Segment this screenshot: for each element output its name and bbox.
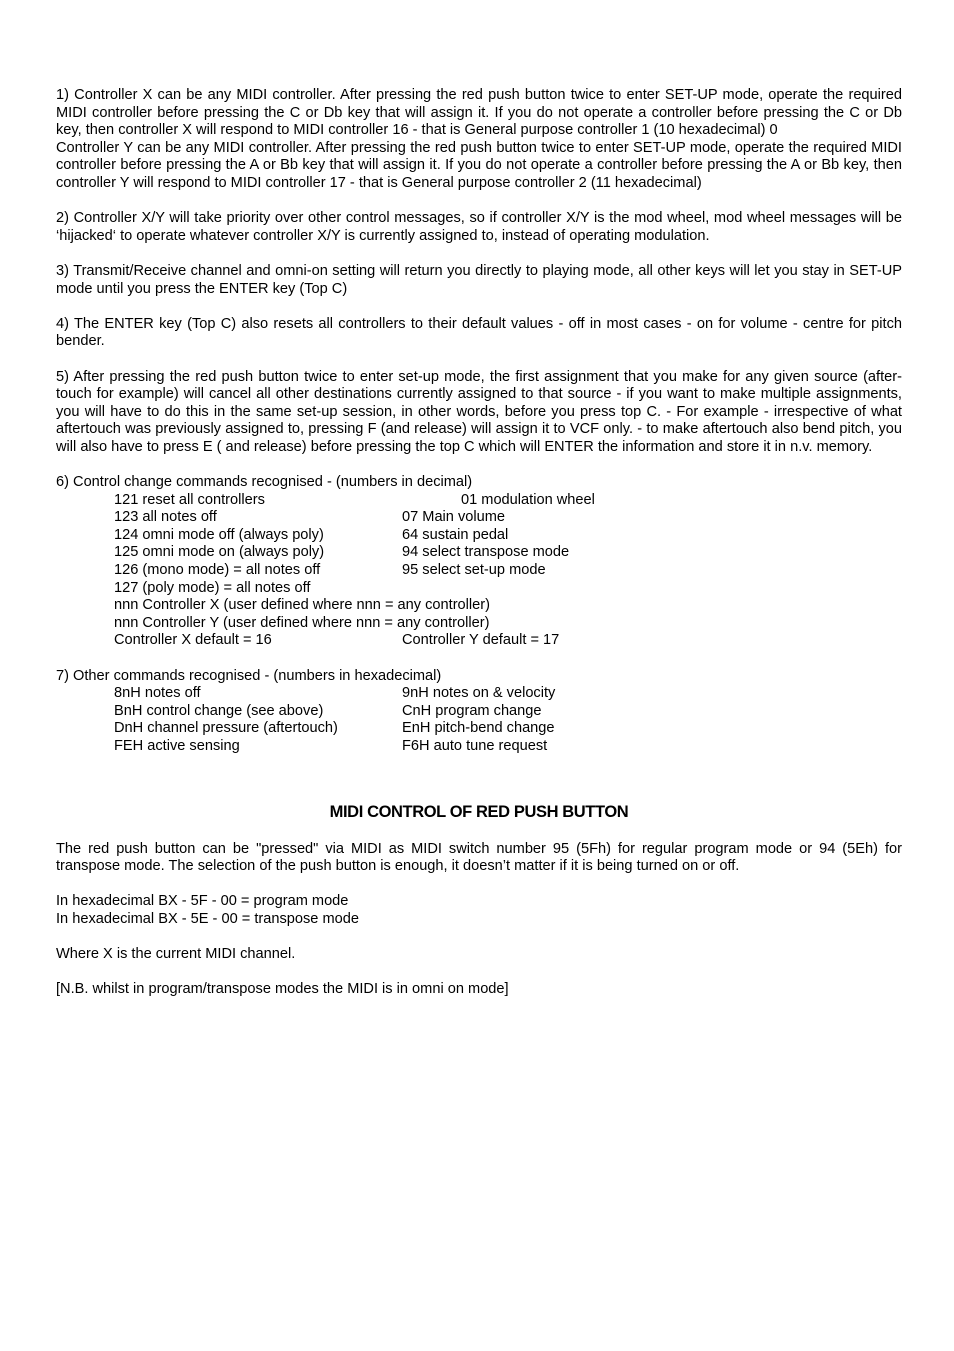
command-right: 64 sustain pedal: [402, 526, 509, 543]
command-right: 9nH notes on & velocity: [402, 685, 556, 702]
document-page: [56, 87, 902, 999]
command-left: DnH channel pressure (aftertouch): [114, 720, 338, 737]
note-1-controller-y: Controller Y can be any MIDI controller. After pressing the red push button twice to enter SET-UP mode, operate the required MIDI controller before pressing the A or Bb key that will assign it. If you do not operate a controller before pressing the A or Bb key, then controller Y will respond to MIDI controller 17 - that is General purpose controller 2 (11 hexadecimal): [56, 139, 902, 191]
control-change-list: [56, 492, 902, 650]
command-right: F6H auto tune request: [402, 737, 548, 754]
command-right: 01 modulation wheel: [461, 491, 595, 508]
command-left: 121 reset all controllers: [114, 491, 265, 508]
other-commands-heading: 7) Other commands recognised - (numbers in hexadecimal): [56, 667, 442, 684]
command-left: 126 (mono mode) = all notes off: [114, 562, 321, 579]
command-left: 125 omni mode on (always poly): [114, 544, 325, 561]
command-left: Controller X default = 16: [114, 632, 272, 649]
section-title: MIDI CONTROL OF RED PUSH BUTTON: [329, 802, 629, 821]
list-item: [56, 685, 902, 703]
command-left: BnH control change (see above): [114, 702, 324, 719]
where-x-note: Where X is the current MIDI channel.: [56, 946, 296, 963]
list-item: [56, 632, 902, 650]
list-item: [56, 509, 902, 527]
list-item: [56, 720, 902, 738]
list-item: [56, 703, 902, 721]
note-5-assignment: 5) After pressing the red push button twice to enter set-up mode, the first assignment that you make for any given source (after-touch for example) will cancel all other destinations currently assigned to that source - if you want to make multiple assignments, you will have to do this in the same set-up session, in other words, before you press top C. - For example - irrespective of what aftertouch was previously assigned to, pressing F (and release) will assign it to VCF only. - to make aftertouch also bend pitch, you will also have to press E ( and release) before pressing the top C which will ENTER the information and store it in n.v. memory.: [56, 368, 902, 455]
list-item: [56, 615, 902, 633]
list-item: [56, 738, 902, 756]
other-commands-list: [56, 685, 902, 755]
hex-transpose-mode: In hexadecimal BX - 5E - 00 = transpose mode: [56, 910, 359, 927]
command-right: Controller Y default = 17: [402, 632, 560, 649]
command-left: 8nH notes off: [114, 685, 201, 702]
list-item: [56, 492, 902, 510]
list-item: [56, 527, 902, 545]
list-item: [56, 562, 902, 580]
command-right: CnH program change: [402, 702, 542, 719]
command-right: 94 select transpose mode: [402, 544, 570, 561]
command-right: EnH pitch-bend change: [402, 720, 555, 737]
command-right: 95 select set-up mode: [402, 562, 546, 579]
command-left: nnn Controller Y (user defined where nnn = any controller): [114, 614, 490, 631]
note-1-controller-x: 1) Controller X can be any MIDI controller. After pressing the red push button twice to enter SET-UP mode, operate the required MIDI controller before pressing the C or Db key that will assign it. If you do not operate a controller before pressing the C or Db key, then controller X will respond to MIDI controller 16 - that is General purpose controller 1 (10 hexadecimal) 0: [56, 87, 902, 139]
control-change-heading: 6) Control change commands recognised - (numbers in decimal): [56, 474, 473, 491]
note-4-enter-key: 4) The ENTER key (Top C) also resets all controllers to their default values - off in most cases - on for volume - centre for pitch bender.: [56, 315, 902, 350]
command-left: 127 (poly mode) = all notes off: [114, 579, 311, 596]
command-right: 07 Main volume: [402, 509, 506, 526]
list-item: [56, 597, 902, 615]
command-left: 124 omni mode off (always poly): [114, 526, 324, 543]
command-left: nnn Controller X (user defined where nnn = any controller): [114, 597, 490, 614]
midi-intro: The red push button can be "pressed" via MIDI as MIDI switch number 95 (5Fh) for regular program mode or 94 (5Eh) for transpose mode. The selection of the push button is enough, it doesn’t matter if it is being turned on or off.: [56, 840, 902, 875]
note-2-priority: 2) Controller X/Y will take priority over other control messages, so if controller X/Y is the mod wheel, mod wheel messages will be ‘hijacked‘ to operate whatever controller X/Y is currently assigned to, instead of operating modulation.: [56, 210, 902, 244]
command-left: 123 all notes off: [114, 509, 217, 526]
note-3-transmit-receive: 3) Transmit/Receive channel and omni-on setting will return you directly to playing mode, all other keys will let you stay in SET-UP mode until you press the ENTER key (Top C): [56, 262, 902, 297]
list-item: [56, 580, 902, 598]
list-item: [56, 544, 902, 562]
nb-note: [N.B. whilst in program/transpose modes the MIDI is in omni on mode]: [56, 981, 509, 998]
command-left: FEH active sensing: [114, 737, 240, 754]
hex-program-mode: In hexadecimal BX - 5F - 00 = program mode: [56, 893, 349, 910]
